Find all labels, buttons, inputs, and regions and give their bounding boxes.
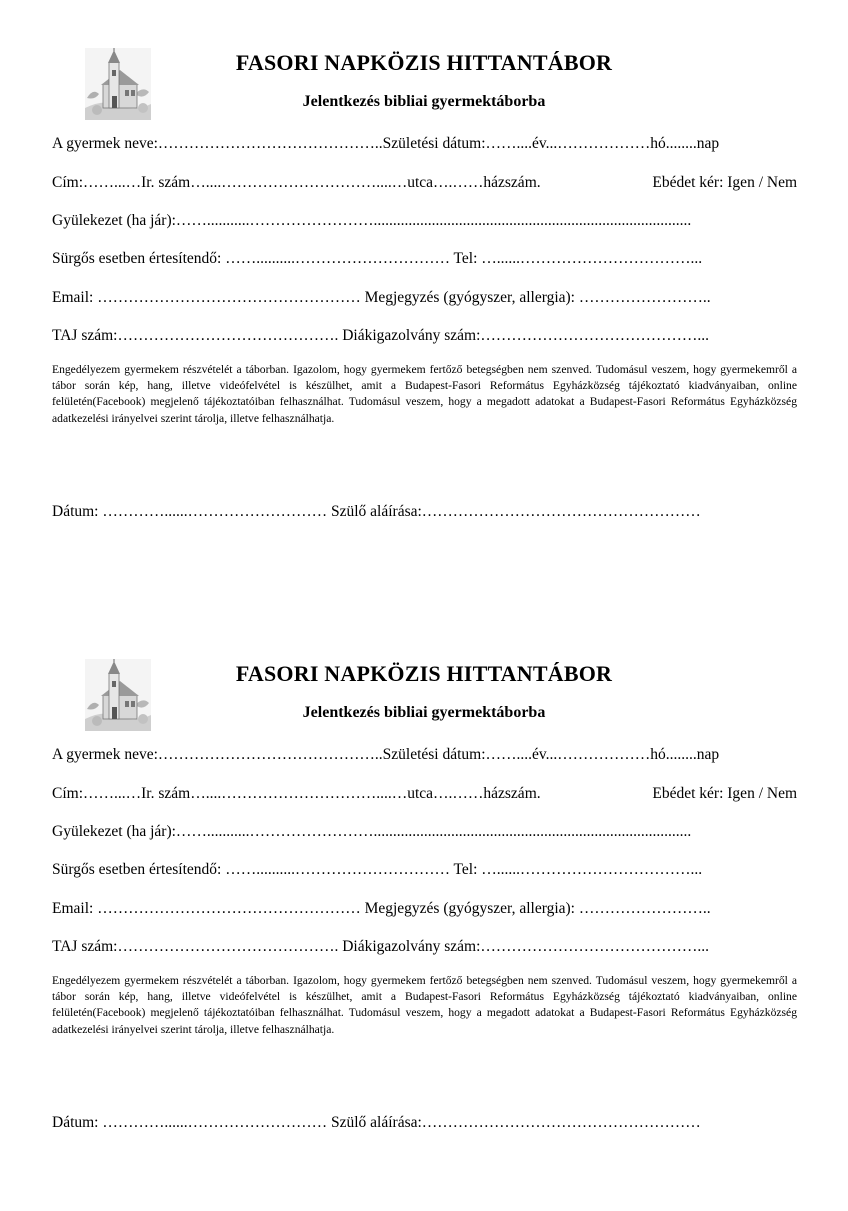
lunch-choice-field[interactable]: Ebédet kér: Igen / Nem <box>652 174 797 191</box>
address-row <box>52 784 797 804</box>
emergency-contact-field[interactable]: Sürgős esetben értesítendő: ……..........………………………… Tel: …......……………………………... <box>52 861 703 878</box>
consent-text: Engedélyezem gyermekem részvételét a táborban. Igazolom, hogy gyermekem fertőző betegségben nem szenved. Tudomásul veszem, hogy gyermekemről a tábor során kép, hang, illetve videófelvétel is készülhet, amit a Budapest-Fasori Református Egyházközség tájékoztató kiadványaiban, online felületén(Facebook) megjelenő tájékoztatóiban felhasználhat. Tudomásul veszem, hogy a megadott adatokat a Budapest-Fasori Református Egyházközség adatkezelési irányelvei szerint tárolja, illetve felhasználhatja. <box>52 363 797 425</box>
form-title: FASORI NAPKÖZIS HITTANTÁBOR <box>235 50 613 75</box>
address-field[interactable]: Cím:……...…Ir. szám…....…………………………....…utca….……házszám. <box>52 174 541 191</box>
child-name-birthdate-field[interactable]: A gyermek neve:……………………………………..Születési dátum:……....év...………………hó........nap <box>52 135 720 152</box>
congregation-field[interactable]: Gyülekezet (ha jár):……...........…………………….................................................................................. <box>52 823 692 840</box>
form-subtitle: Jelentkezés bibliai gyermektáborba <box>302 704 546 721</box>
form-subtitle: Jelentkezés bibliai gyermektáborba <box>302 93 546 110</box>
date-signature-field[interactable]: Dátum: …………......……………………… Szülő aláírása:……………………………………………… <box>52 1114 701 1131</box>
lunch-choice-field[interactable]: Ebédet kér: Igen / Nem <box>652 785 797 802</box>
address-field[interactable]: Cím:……...…Ir. szám…....…………………………....…utca….……házszám. <box>52 785 541 802</box>
email-notes-field[interactable]: Email: …………………………………………… Megjegyzés (gyógyszer, allergia): …………………….. <box>52 289 711 306</box>
child-name-birthdate-field[interactable]: A gyermek neve:……………………………………..Születési dátum:……....év...………………hó........nap <box>52 746 720 763</box>
taj-student-id-field[interactable]: TAJ szám:……………………………………. Diákigazolvány szám:……………………………………... <box>52 938 710 955</box>
email-notes-field[interactable]: Email: …………………………………………… Megjegyzés (gyógyszer, allergia): …………………….. <box>52 900 711 917</box>
registration-form-1 <box>0 0 848 600</box>
taj-student-id-field[interactable]: TAJ szám:……………………………………. Diákigazolvány szám:……………………………………... <box>52 327 710 344</box>
address-row <box>52 173 797 193</box>
registration-form-2 <box>0 611 848 1211</box>
congregation-field[interactable]: Gyülekezet (ha jár):……...........…………………….................................................................................. <box>52 212 692 229</box>
form-title: FASORI NAPKÖZIS HITTANTÁBOR <box>235 661 613 686</box>
consent-text: Engedélyezem gyermekem részvételét a táborban. Igazolom, hogy gyermekem fertőző betegségben nem szenved. Tudomásul veszem, hogy gyermekemről a tábor során kép, hang, illetve videófelvétel is készülhet, amit a Budapest-Fasori Református Egyházközség tájékoztató kiadványaiban, online felületén(Facebook) megjelenő tájékoztatóiban felhasználhat. Tudomásul veszem, hogy a megadott adatokat a Budapest-Fasori Református Egyházközség adatkezelési irányelvei szerint tárolja, illetve felhasználhatja. <box>52 974 797 1036</box>
date-signature-field[interactable]: Dátum: …………......……………………… Szülő aláírása:……………………………………………… <box>52 503 701 520</box>
emergency-contact-field[interactable]: Sürgős esetben értesítendő: ……..........………………………… Tel: …......……………………………... <box>52 250 703 267</box>
